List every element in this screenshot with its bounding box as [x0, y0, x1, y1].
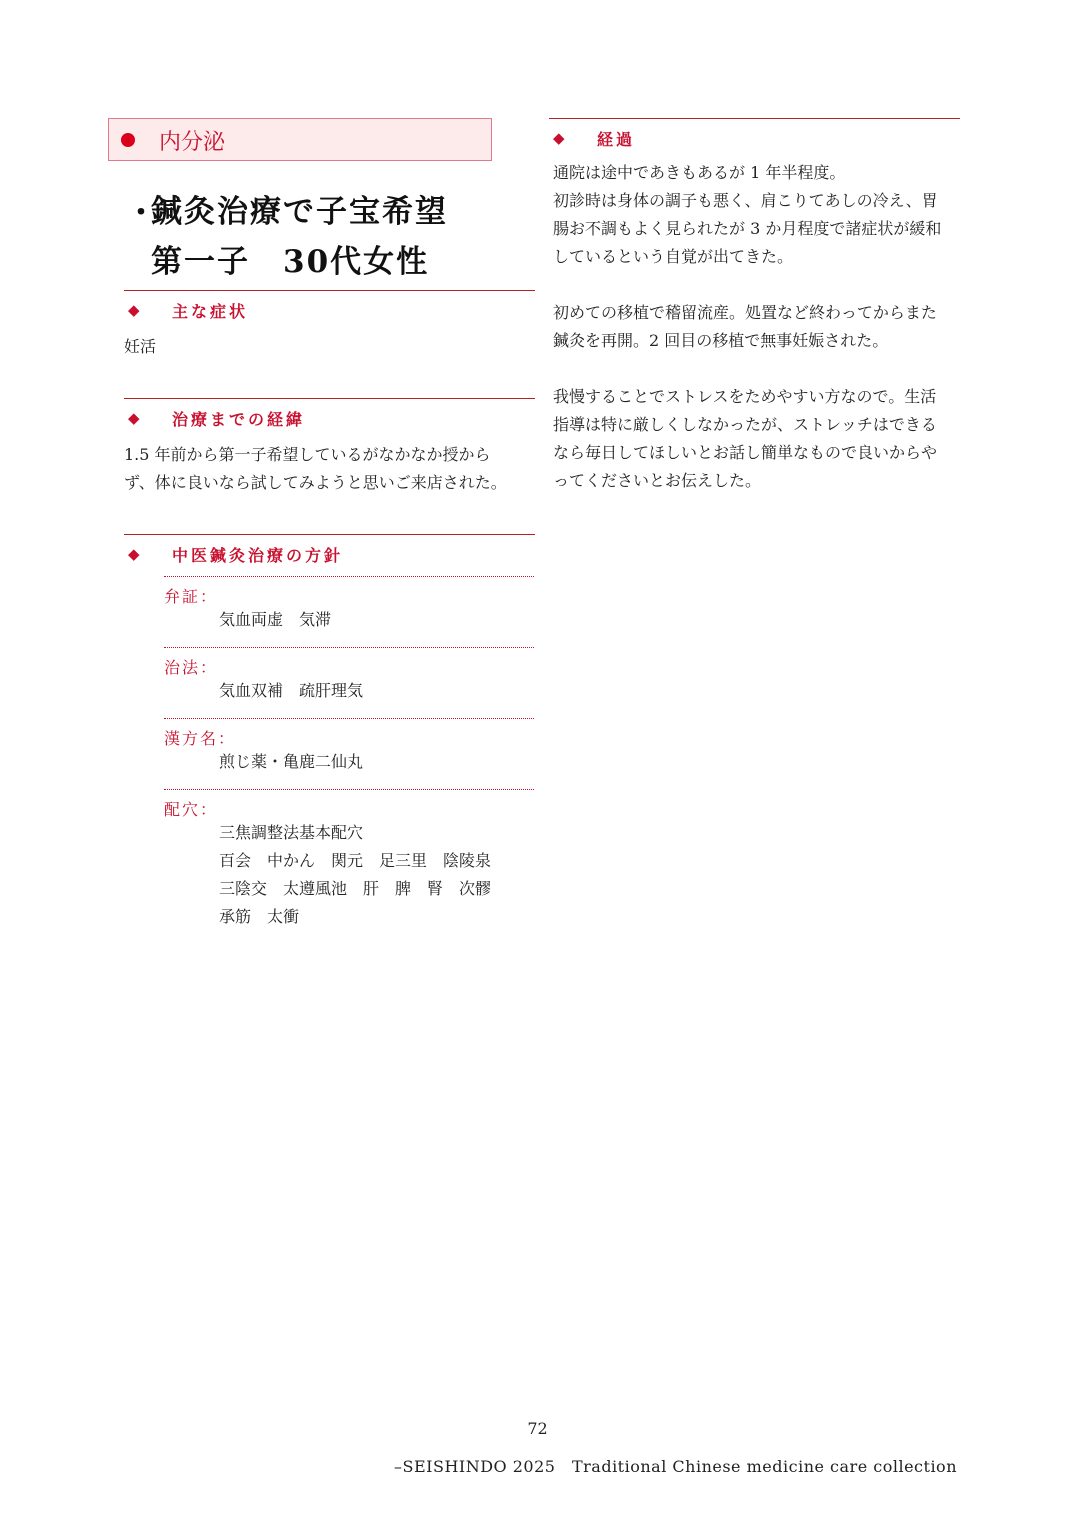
dotted-divider	[164, 789, 534, 790]
section-heading	[549, 127, 960, 149]
progress-line: 指導は特に厳しくしなかったが、ストレッチはできる	[553, 415, 937, 434]
method-label: 治法：	[164, 658, 219, 677]
progress-line: 初めての移植で稽留流産。処置など終わってからまた	[553, 303, 937, 322]
category-label: 内分泌	[159, 130, 226, 155]
category-bullet-icon	[121, 133, 135, 147]
diagnosis-label: 弁証：	[164, 587, 219, 606]
points-label: 配穴：	[164, 800, 219, 819]
policy-heading: 中医鍼灸治療の方針	[172, 545, 344, 565]
dotted-divider	[164, 576, 534, 577]
herbal-value: 煎じ薬・亀鹿二仙丸	[219, 752, 364, 771]
diagnosis-value: 気血両虚 気滞	[219, 610, 332, 629]
section-divider	[124, 290, 535, 291]
progress-line: なら毎日してほしいとお話し簡単なもので良いからや	[553, 443, 938, 462]
category-box	[108, 118, 492, 161]
dotted-divider	[164, 647, 534, 648]
symptoms-text: 妊活	[124, 337, 157, 356]
symptoms-section	[124, 290, 535, 361]
diamond-icon: ◆	[128, 409, 143, 427]
progress-line: 通院は途中であきもあるが 1 年半程度。	[553, 163, 846, 182]
section-divider	[124, 398, 535, 399]
points-block	[164, 789, 534, 931]
diamond-icon: ◆	[128, 301, 143, 319]
points-line: 三陰交 太遵風池 肝 脾 腎 次髎	[219, 879, 492, 898]
progress-line: 鍼灸を再開。2 回目の移植で無事妊娠された。	[553, 331, 889, 350]
section-heading	[124, 543, 535, 565]
points-line: 三焦調整法基本配穴	[219, 823, 364, 842]
points-line: 承筋 太衝	[219, 907, 300, 926]
diagnosis-block	[164, 576, 534, 634]
diamond-icon: ◆	[553, 129, 568, 147]
history-heading: 治療までの経緯	[172, 409, 306, 429]
title-bullet: ・	[126, 196, 156, 231]
progress-line: 腸お不調もよく見られたが 3 か月程度で諸症状が緩和	[553, 219, 942, 238]
dotted-divider	[164, 718, 534, 719]
progress-line: しているという自覚が出てきた。	[553, 247, 794, 266]
points-line: 百会 中かん 関元 足三里 陰陵泉	[219, 851, 492, 870]
history-section	[124, 398, 535, 497]
section-divider	[124, 534, 535, 535]
policy-section	[124, 534, 535, 565]
progress-line: 我慢することでストレスをためやすい方なので。生活	[553, 387, 937, 406]
herbal-block	[164, 718, 534, 776]
method-block	[164, 647, 534, 705]
section-divider	[549, 118, 960, 119]
page-number: 72	[527, 1419, 548, 1438]
page-title: 鍼灸治療で子宝希望	[151, 194, 448, 230]
symptoms-heading: 主な症状	[172, 301, 249, 321]
progress-heading: 経過	[597, 129, 636, 149]
history-line: ず、体に良いなら試してみようと思いご来店された。	[124, 473, 507, 492]
progress-line: 初診時は身体の調子も悪く、肩こりてあしの冷え、胃	[553, 191, 938, 210]
footer-text: –SEISHINDO 2025 Traditional Chinese medicine care collection	[394, 1457, 957, 1476]
diamond-icon: ◆	[128, 545, 143, 563]
method-value: 気血双補 疏肝理気	[219, 681, 364, 700]
section-heading	[124, 407, 535, 429]
section-heading	[124, 299, 535, 321]
progress-section	[549, 118, 960, 495]
herbal-label: 漢方名：	[164, 729, 237, 748]
page-subtitle: 第一子 30代女性	[151, 244, 430, 280]
progress-line: ってくださいとお伝えした。	[553, 471, 762, 490]
history-line: 1.5 年前から第一子希望しているがなかなか授から	[124, 445, 491, 464]
